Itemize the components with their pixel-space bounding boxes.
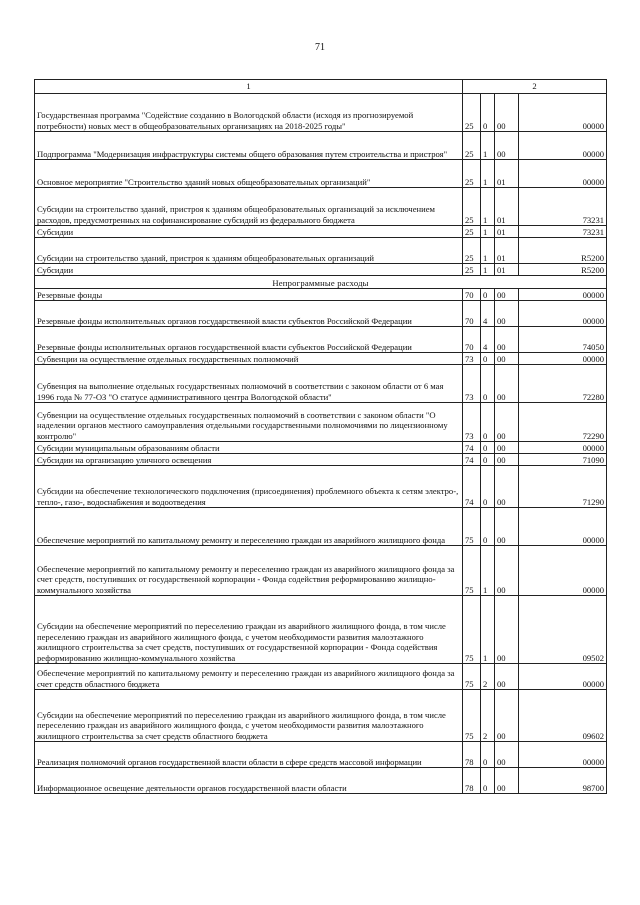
row-code-1: 78 [463, 742, 481, 768]
row-code-2: 0 [481, 403, 495, 442]
row-code-2: 1 [481, 546, 495, 596]
row-name: Субсидии на строительство зданий, пристроя к зданиям общеобразовательных организаций за исключением расходов, предусмотренных на софинансирование субсидий из федерального бюджета [35, 188, 463, 226]
table-row [35, 442, 607, 454]
row-code-1: 70 [463, 327, 481, 353]
row-code-1: 75 [463, 690, 481, 742]
row-name: Обеспечение мероприятий по капитальному ремонту и переселению граждан из аварийного жилищного фонда за счет средств областного бюджета [35, 664, 463, 690]
table-row [35, 508, 607, 546]
row-code-4: 00000 [519, 353, 607, 365]
row-name: Субсидии [35, 264, 463, 276]
table-row [35, 226, 607, 238]
row-name: Подпрограмма "Модернизация инфраструктуры системы общего образования путем строительства и пристроя" [35, 132, 463, 160]
table-row [35, 327, 607, 353]
row-code-2: 0 [481, 768, 495, 794]
row-code-4: 00000 [519, 132, 607, 160]
page-number: 71 [315, 42, 325, 53]
row-code-1: 75 [463, 664, 481, 690]
row-code-2: 1 [481, 264, 495, 276]
expenditure-table [34, 79, 607, 794]
row-code-2: 0 [481, 353, 495, 365]
row-code-2: 0 [481, 742, 495, 768]
row-code-3: 01 [495, 188, 519, 226]
row-name: Реализация полномочий органов государственной власти области в сфере средств массовой информации [35, 742, 463, 768]
header-col-1: 1 [35, 80, 463, 94]
table-row [35, 768, 607, 794]
row-code-1: 25 [463, 264, 481, 276]
row-code-2: 1 [481, 160, 495, 188]
row-code-3: 00 [495, 596, 519, 664]
row-code-2: 1 [481, 238, 495, 264]
row-code-1: 25 [463, 226, 481, 238]
row-code-3: 01 [495, 264, 519, 276]
row-name: Субсидии [35, 226, 463, 238]
row-code-2: 1 [481, 188, 495, 226]
row-code-1: 70 [463, 301, 481, 327]
row-code-2: 0 [481, 466, 495, 508]
row-code-4: 71290 [519, 466, 607, 508]
row-code-3: 00 [495, 442, 519, 454]
row-code-3: 01 [495, 160, 519, 188]
row-name: Обеспечение мероприятий по капитальному ремонту и переселению граждан из аварийного жилищного фонда [35, 508, 463, 546]
row-code-3: 01 [495, 226, 519, 238]
row-code-4: 09502 [519, 596, 607, 664]
table-row [35, 238, 607, 264]
section-title: Непрограммные расходы [35, 276, 607, 289]
row-code-3: 00 [495, 508, 519, 546]
row-code-3: 00 [495, 466, 519, 508]
row-code-4: R5200 [519, 238, 607, 264]
row-code-2: 1 [481, 226, 495, 238]
row-code-3: 01 [495, 238, 519, 264]
row-code-2: 0 [481, 365, 495, 403]
row-code-1: 25 [463, 94, 481, 132]
row-name: Субсидии муниципальным образованиям области [35, 442, 463, 454]
row-name: Резервные фонды исполнительных органов государственной власти субъектов Российской Федерации [35, 301, 463, 327]
header-col-2: 2 [463, 80, 607, 94]
row-code-4: 09602 [519, 690, 607, 742]
row-name: Основное мероприятие "Строительство зданий новых общеобразовательных организаций" [35, 160, 463, 188]
row-code-3: 00 [495, 301, 519, 327]
row-code-4: 00000 [519, 442, 607, 454]
row-code-2: 0 [481, 94, 495, 132]
row-code-2: 0 [481, 508, 495, 546]
section-row [35, 276, 607, 289]
row-name: Субвенции на осуществление отдельных государственных полномочий в соответствии с законом области "О наделении органов местного самоуправления отдельными государственными полномочиями по лицензионному контролю" [35, 403, 463, 442]
row-code-1: 75 [463, 596, 481, 664]
row-code-1: 73 [463, 365, 481, 403]
row-code-4: 98700 [519, 768, 607, 794]
row-code-3: 00 [495, 365, 519, 403]
table-row [35, 466, 607, 508]
row-code-2: 1 [481, 596, 495, 664]
row-code-1: 25 [463, 132, 481, 160]
row-code-2: 0 [481, 454, 495, 466]
table-row [35, 403, 607, 442]
row-name: Субсидии на обеспечение мероприятий по переселению граждан из аварийного жилищного фонда, в том числе переселению граждан из аварийного жилищного фонда, с учетом необходимости развития малоэтажного жилищного строительства за счет средств областного бюджета [35, 690, 463, 742]
row-code-3: 00 [495, 132, 519, 160]
row-code-3: 00 [495, 546, 519, 596]
row-code-3: 00 [495, 289, 519, 301]
table-row [35, 690, 607, 742]
row-code-4: 00000 [519, 94, 607, 132]
table-row [35, 94, 607, 132]
row-code-2: 0 [481, 442, 495, 454]
row-code-3: 00 [495, 454, 519, 466]
row-code-2: 4 [481, 327, 495, 353]
table-row [35, 365, 607, 403]
row-code-4: 71090 [519, 454, 607, 466]
row-code-4: 00000 [519, 508, 607, 546]
row-code-1: 74 [463, 466, 481, 508]
row-code-2: 2 [481, 664, 495, 690]
table-row [35, 132, 607, 160]
row-name: Субвенция на выполнение отдельных государственных полномочий в соответствии с законом области от 6 мая 1996 года № 77-ОЗ "О статусе административного центра Вологодской области" [35, 365, 463, 403]
table-row [35, 546, 607, 596]
row-code-2: 1 [481, 132, 495, 160]
table-row [35, 664, 607, 690]
row-name: Субвенции на осуществление отдельных государственных полномочий [35, 353, 463, 365]
row-code-4: 00000 [519, 664, 607, 690]
row-name: Обеспечение мероприятий по капитальному ремонту и переселению граждан из аварийного жилищного фонда за счет средств, поступивших от государственной корпорации - Фонда содействия реформированию жилищно-коммунального хозяйства [35, 546, 463, 596]
table-row [35, 264, 607, 276]
row-code-4: 73231 [519, 188, 607, 226]
row-code-1: 70 [463, 289, 481, 301]
table-row [35, 353, 607, 365]
table-row [35, 301, 607, 327]
table-row [35, 188, 607, 226]
row-code-2: 2 [481, 690, 495, 742]
row-code-3: 00 [495, 94, 519, 132]
row-name: Государственная программа "Содействие созданию в Вологодской области (исходя из прогнозируемой потребности) новых мест в общеобразовательных организациях на 2018-2025 годы" [35, 94, 463, 132]
row-name: Субсидии на организацию уличного освещения [35, 454, 463, 466]
row-code-1: 73 [463, 353, 481, 365]
row-code-1: 25 [463, 238, 481, 264]
row-code-1: 25 [463, 188, 481, 226]
row-code-3: 00 [495, 768, 519, 794]
table-row [35, 742, 607, 768]
row-code-4: 72280 [519, 365, 607, 403]
row-code-4: R5200 [519, 264, 607, 276]
table-row [35, 160, 607, 188]
row-code-4: 00000 [519, 160, 607, 188]
row-code-4: 00000 [519, 742, 607, 768]
table-header-row [35, 80, 607, 94]
row-code-3: 00 [495, 403, 519, 442]
row-code-1: 75 [463, 508, 481, 546]
row-code-3: 00 [495, 327, 519, 353]
row-code-4: 00000 [519, 301, 607, 327]
row-code-4: 00000 [519, 546, 607, 596]
row-name: Субсидии на обеспечение технологического подключения (присоединения) проблемного объекта к сетям электро-, тепло-, газо-, водоснабжения и водоотведения [35, 466, 463, 508]
row-name: Резервные фонды [35, 289, 463, 301]
row-code-4: 72290 [519, 403, 607, 442]
row-name: Резервные фонды исполнительных органов государственной власти субъектов Российской Федерации [35, 327, 463, 353]
row-code-3: 00 [495, 690, 519, 742]
row-code-3: 00 [495, 353, 519, 365]
table-row [35, 454, 607, 466]
row-code-1: 74 [463, 442, 481, 454]
row-code-1: 74 [463, 454, 481, 466]
table-row [35, 289, 607, 301]
row-code-3: 00 [495, 742, 519, 768]
row-name: Информационное освещение деятельности органов государственной власти области [35, 768, 463, 794]
row-code-2: 0 [481, 289, 495, 301]
table-row [35, 596, 607, 664]
row-code-4: 73231 [519, 226, 607, 238]
row-code-3: 00 [495, 664, 519, 690]
row-name: Субсидии на обеспечение мероприятий по переселению граждан из аварийного жилищного фонда, в том числе переселению граждан из аварийного жилищного фонда, с учетом необходимости развития малоэтажного жилищного строительства за счет средств, поступивших от государственной корпорации - Фонда содействия реформированию жилищно-коммунального хозяйства [35, 596, 463, 664]
row-code-1: 73 [463, 403, 481, 442]
row-code-1: 78 [463, 768, 481, 794]
row-code-2: 4 [481, 301, 495, 327]
row-code-4: 74050 [519, 327, 607, 353]
row-name: Субсидии на строительство зданий, пристроя к зданиям общеобразовательных организаций [35, 238, 463, 264]
row-code-4: 00000 [519, 289, 607, 301]
row-code-1: 25 [463, 160, 481, 188]
row-code-1: 75 [463, 546, 481, 596]
